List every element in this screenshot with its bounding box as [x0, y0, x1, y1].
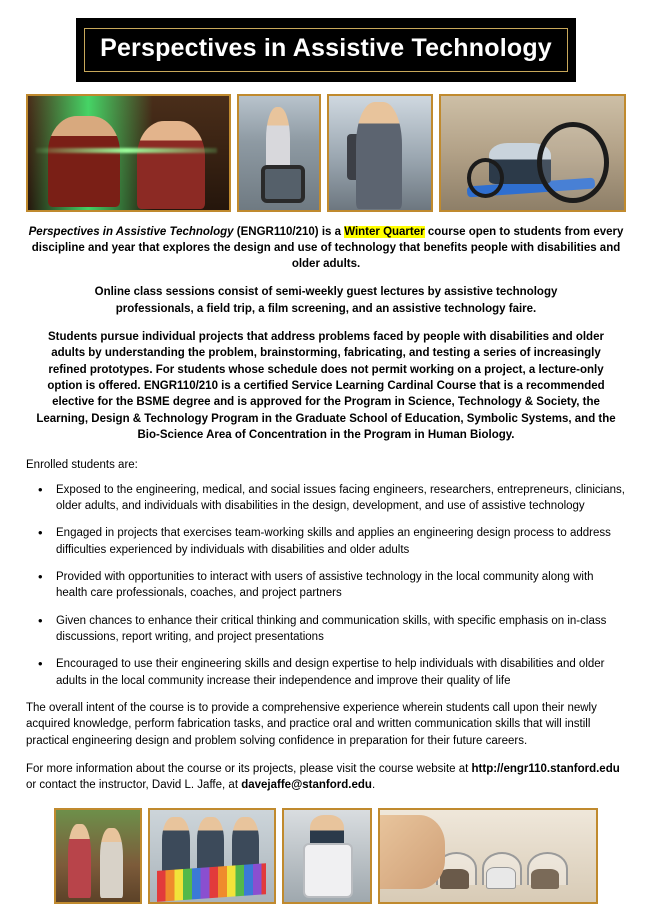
photo-segway-rider	[237, 94, 321, 212]
photo-student-backpack	[327, 94, 433, 212]
list-item: • Given chances to enhance their critical thinking and communication skills, with specific emphasis on in-class discussions, report writing, and project presentations	[30, 613, 626, 646]
projects-paragraph	[34, 329, 618, 443]
flyer-page	[0, 18, 652, 839]
photo-strip-bottom	[54, 808, 598, 904]
intro-is-a: is a	[321, 225, 341, 238]
contact-prefix: For more information about the course or its projects, please visit the course website at	[26, 763, 472, 776]
intro-quarter-highlight: Winter Quarter	[344, 225, 425, 238]
intro-paragraph	[28, 224, 624, 273]
projects-course-ref: ENGR110/210	[143, 380, 218, 393]
photo-strip-top	[26, 94, 626, 212]
intro-course-numbers: (ENGR110/210)	[236, 225, 319, 238]
photo-handcycle-rider	[439, 94, 626, 212]
photo-color-panel-project	[148, 808, 276, 904]
enrolled-lead: Enrolled students are:	[26, 459, 138, 472]
contact-paragraph	[26, 761, 626, 794]
course-website-link[interactable]: http://engr110.stanford.edu	[471, 763, 620, 776]
flyer-body	[26, 224, 626, 794]
title-banner	[76, 18, 576, 82]
projects-part-2: is a certified Service Learning Cardinal Course that is a recommended elective for the BSME degree and is approved for the Program in Science, Technology & Society, the Learning, Design & Technology Program in the Graduate School of Education, Symbolic Systems, and the Bio-Science Area of Concentration in the Program in Human Biology.	[36, 380, 616, 442]
list-item: • Encouraged to use their engineering skills and design expertise to help individuals with disabilities and older adults in the local community increase their independence and improve their quality of life	[30, 656, 626, 689]
contact-suffix: .	[371, 779, 376, 792]
instructor-email-link[interactable]: davejaffe@stanford.edu	[241, 779, 372, 792]
online-sessions-paragraph: Online class sessions consist of semi-weekly guest lectures by assistive technology professionals, a field trip, a film screening, and an assistive technology faire.	[94, 286, 558, 315]
enrolled-bullet-list	[26, 482, 626, 689]
page-title: Perspectives in Assistive Technology	[100, 34, 552, 62]
list-item: • Provided with opportunities to interact with users of assistive technology in the local community along with health care professionals, coaches, and project partners	[30, 569, 626, 602]
intro-course-name: Perspectives in Assistive Technology	[28, 225, 234, 238]
photo-lab-laser	[26, 94, 231, 212]
photo-robot-project	[282, 808, 372, 904]
intro-rest: course open to students from every discipline and year that explores the design and use of technology that benefits people with disabilities and older adults.	[31, 225, 624, 271]
projects-part-1: Students pursue individual projects that address problems faced by people with disabilities and older adults by understanding the problem, brainstorming, fabricating, and testing a series of increasingly refined prototypes. For students whose schedule does not permit working on a project, a lecture-only option is offered.	[47, 331, 604, 393]
contact-middle: or contact the instructor, David L. Jaffe, at	[26, 779, 242, 792]
closing-paragraph: The overall intent of the course is to provide a comprehensive experience wherein students call upon their newly acquired knowledge, perform fabrication tasks, and practice oral and written communication skills that will instill practical engineering design and problem solving confidence in preparation for their future careers.	[26, 702, 597, 747]
list-item: • Exposed to the engineering, medical, and social issues facing engineers, researchers, entrepreneurs, clinicians, older adults, and individuals with disabilities in the design, development, and use of assistive technology	[30, 482, 626, 515]
title-banner-frame	[84, 28, 568, 72]
photo-students-outdoors	[54, 808, 142, 904]
photo-3d-printed-dogs	[378, 808, 598, 904]
list-item: • Engaged in projects that exercises team-working skills and applies an engineering design process to address difficulties experienced by individuals with disabilities and older adults	[30, 525, 626, 558]
